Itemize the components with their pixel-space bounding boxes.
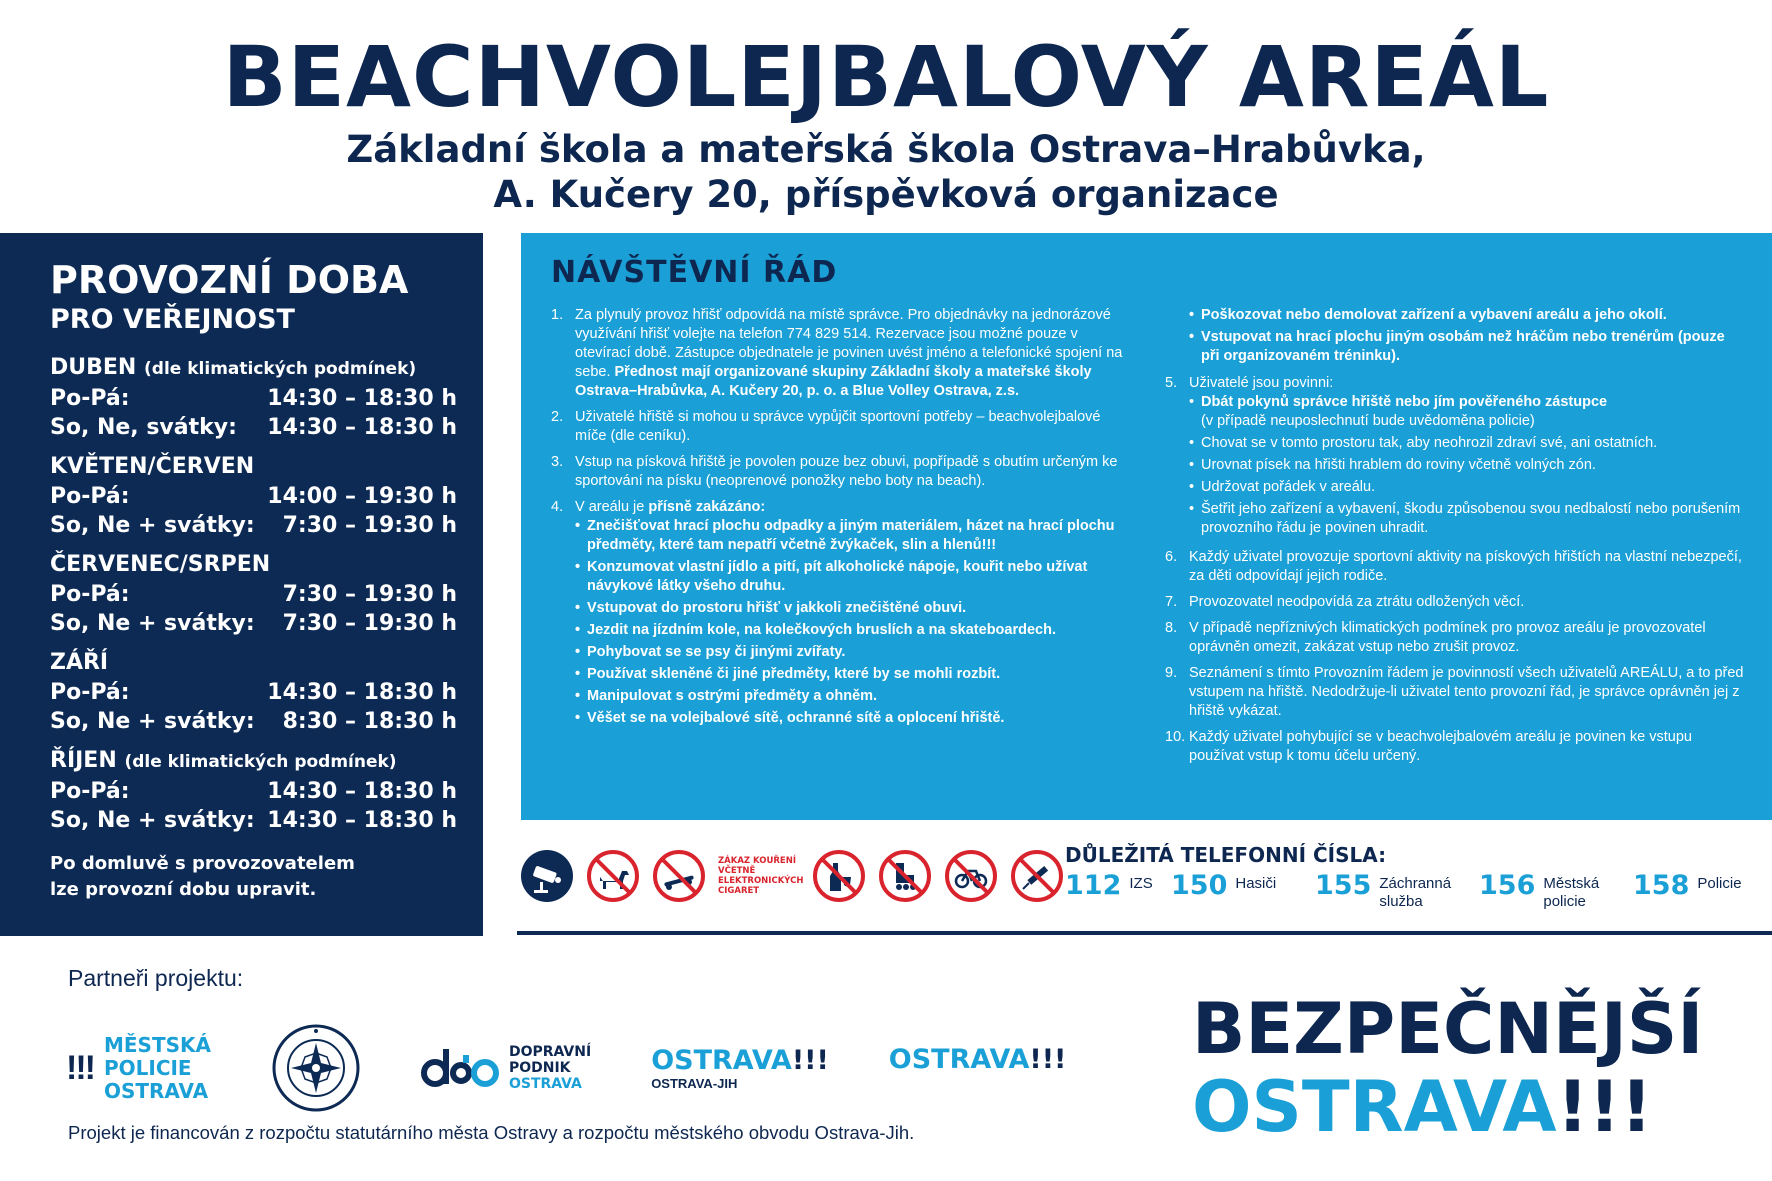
subtitle-line-2: A. Kučery 20, příspěvková organizace [493,173,1279,216]
hours-title: PROVOZNÍ DOBA [50,258,409,302]
logo-text: OSTRAVA [508,1076,582,1092]
subtitle-line-1: Základní škola a mateřská škola Ostrava–Hrabůvka, [346,128,1426,171]
rule-1 [551,306,1131,401]
rules-column-right [1165,306,1745,773]
prohibited-list-continued [1189,306,1745,366]
rule-bold-text: přísně zakázáno: [648,499,766,515]
no-alcohol-icon [812,849,866,903]
phone-item [1171,871,1301,901]
hours-row [50,413,457,442]
no-bicycle-icon [944,849,998,903]
rule-number: 2. [551,409,564,425]
season-note: (dle klimatických podmínek) [144,359,417,379]
hours-subtitle: PRO VEŘEJNOST [50,304,295,335]
ostrava-logo [889,1044,1067,1075]
rule-6 [1165,548,1745,586]
phone-item [1315,871,1465,911]
phone-number: 112 [1065,870,1122,901]
hours-row [50,482,457,511]
list-item: • Šetřit jeho zařízení a vybavení, škodu způsobenou svou nedbalostí nebo porušením provozního řádu je povinen uhradit. [1189,500,1745,538]
list-item: • Chovat se v tomto prostoru tak, aby neohrozil zdraví své, ani ostatních. [1189,434,1745,453]
phone-numbers [1065,843,1765,911]
mestska-policie-logo [66,1034,211,1103]
list-item: • Vstupovat do prostoru hřišť v jakkoli znečištěné obuvi. [575,599,1131,618]
hours-row [50,609,457,638]
season-september [50,648,457,736]
season-july-august [50,550,457,638]
season-october [50,746,457,835]
pictogram-strip [520,845,1064,907]
rule-text: Každý uživatel provozuje sportovní aktivity na pískových hřištích na vlastní nebezpečí, za děti odpovídají jejich rodiče. [1189,549,1742,584]
rule-number: 6. [1165,549,1178,565]
phone-number: 150 [1171,870,1228,901]
hours-time: 14:30 – 18:30 h [267,779,457,804]
list-item [1189,393,1745,431]
rule-text: Seznámení s tímto Provozním řádem je povinností všech uživatelů AREÁLU, a to před vstupem na hřiště. Nedodržuje-li uživatel tento provozní řád, je správce oprávněn jej z hřiště vykázat. [1189,665,1744,719]
phone-number: 158 [1633,870,1690,901]
list-item: • Používat skleněné či jiné předměty, které by se mohli rozbít. [575,665,1131,684]
season-may-june [50,452,457,540]
phones-title: DŮLEŽITÁ TELEFONNÍ ČÍSLA: [1065,843,1387,867]
hours-day: Po-Pá: [50,680,130,705]
hours-footer-line-1: Po domluvě s provozovatelem [50,853,355,874]
rule-text: Uživatelé jsou povinni: [1189,375,1334,391]
rules-column-left [551,306,1131,773]
rule-number: 3. [551,454,564,470]
season-name: ČERVENEC/SRPEN [50,552,271,577]
no-skateboard-icon [652,849,706,903]
hours-day: So, Ne + svátky: [50,808,255,833]
logo-text: PODNIK [508,1060,571,1076]
hours-row [50,777,457,806]
slogan-marks: !!! [1556,1066,1653,1148]
logo-text: OSTRAVA [103,1078,209,1103]
dopravni-podnik-logo [421,1044,591,1092]
hours-footer [50,851,457,903]
hours-row [50,511,457,540]
rules-title: NÁVŠTĚVNÍ ŘÁD [551,255,838,290]
rule-number: 5. [1165,375,1178,391]
list-item: • Vstupovat na hrací plochu jiným osobám než hráčům nebo trenérům (pouze při organizovaném tréninku). [1189,328,1745,366]
hours-time: 7:30 – 19:30 h [282,582,457,607]
hours-time: 7:30 – 19:30 h [282,513,457,538]
phone-item [1065,871,1157,901]
season-april [50,353,457,442]
rule-number: 10. [1165,729,1186,745]
partners-label: Partneři projektu: [68,965,244,991]
hours-row [50,580,457,609]
hours-day: Po-Pá: [50,779,130,804]
rule-number: 7. [1165,594,1178,610]
rule-text: Uživatelé hřiště si mohou u správce vypůjčit sportovní potřeby – beachvolejbalové míče (dle ceníku). [575,409,1101,444]
hours-row [50,707,457,736]
phone-label: IZS [1129,875,1153,892]
rule-8 [1165,619,1745,657]
no-dogs-icon [586,849,640,903]
hours-time: 14:00 – 19:30 h [267,484,457,509]
rule-5 [1165,374,1745,541]
slogan-line-2: OSTRAVA [1192,1066,1557,1148]
phone-label: Městská policie [1543,875,1600,910]
no-rollerskates-icon [878,849,932,903]
rule-text: Za plynulý provoz hřišť odpovídá na místě správce. Pro objednávky na jednorázové využívání hřišť volejte na telefon 774 829 514. Rezervace jsou možné pouze v otevírací době. Zástupce objednatele je povinen uvést jméno a telefonické spojení na sebe. [575,307,1123,380]
rule-text: Vstup na písková hřiště je povolen pouze bez obuvi, popřípadě s obutím určeným ke sportování na písku (neoprenové ponožky nebo boty na beach). [575,454,1118,489]
rule-text: Každý uživatel pohybující se v beachvolejbalovém areálu je povinen ke vstupu používat vstup k tomu účelu určený. [1189,729,1692,764]
main-title: BEACHVOLEJBALOVÝ AREÁL [222,28,1550,126]
slogan [1192,990,1752,1146]
rule-10 [1165,728,1745,766]
opening-hours-panel [0,233,483,936]
phone-number: 155 [1315,870,1372,901]
phone-number: 156 [1479,870,1536,901]
hours-day: So, Ne, svátky: [50,415,237,440]
funding-note: Projekt je financován z rozpočtu statutárního města Ostravy a rozpočtu městského obvodu Ostrava-Jih. [68,1122,915,1143]
rule-4 [551,498,1131,731]
logo-word: OSTRAVA [651,1045,792,1076]
phone-label: Policie [1697,875,1742,892]
rule-number: 4. [551,499,564,515]
partner-logos [66,1018,1066,1118]
hours-time: 14:30 – 18:30 h [267,415,457,440]
season-note: (dle klimatických podmínek) [124,752,397,772]
camera-icon [520,849,574,903]
list-item: • Znečišťovat hrací plochu odpadky a jiným materiálem, házet na hrací plochu předměty, které tam nepatří včetně žvýkaček, slin a hlenů!!! [575,517,1131,555]
rule-3 [551,453,1131,491]
season-name: ZÁŘÍ [50,650,109,675]
rule-number: 1. [551,307,564,323]
hours-row [50,384,457,413]
divider [517,931,1772,935]
hours-time: 8:30 – 18:30 h [282,709,457,734]
rule-2 [551,408,1131,446]
no-smoking-text: ZÁKAZ KOUŘENÍ VČETNĚ ELEKTRONICKÝCH CIGARET [718,856,804,896]
no-drugs-icon [1010,849,1064,903]
list-item: • Věšet se na volejbalové sítě, ochranné sítě a oplocení hřiště. [575,709,1131,728]
visitor-rules-panel [521,233,1772,820]
dpo-mark-icon [421,1045,501,1091]
hours-row [50,806,457,835]
phone-item [1633,871,1753,901]
hours-day: So, Ne + svátky: [50,513,255,538]
hours-time: 14:30 – 18:30 h [267,386,457,411]
rule-text: V areálu je [575,499,645,515]
list-item: • Poškozovat nebo demolovat zařízení a vybavení areálu a jeho okolí. [1189,306,1745,325]
season-name: ŘÍJEN [50,748,117,773]
obligations-list [1189,393,1745,538]
phone-label: Záchranná služba [1379,875,1452,910]
rule-7 [1165,593,1745,612]
list-item: • Manipulovat s ostrými předměty a ohněm. [575,687,1131,706]
season-name: KVĚTEN/ČERVEN [50,454,255,479]
rule-text: Provozovatel neodpovídá za ztrátu odložených věcí. [1189,594,1525,610]
hours-time: 14:30 – 18:30 h [267,680,457,705]
season-name: DUBEN [50,355,137,380]
ostrava-jih-logo [651,1045,829,1091]
logo-word: OSTRAVA [888,1043,1030,1075]
list-item: • Jezdit na jízdním kole, na kolečkových bruslích a na skateboardech. [575,621,1131,640]
hours-day: Po-Pá: [50,386,130,411]
logo-text: MĚSTSKÁ [103,1032,211,1057]
logo-text: POLICIE [103,1055,192,1080]
logo-subtext: OSTRAVA-JIH [651,1076,738,1091]
list-item: • Urovnat písek na hřišti hrablem do roviny včetně volných zón. [1189,456,1745,475]
police-seal-icon [271,1023,361,1113]
rule-text: V případě nepříznivých klimatických podmínek pro provoz areálu je provozovatel oprávněn omezit, zakázat vstup nebo zrušit provoz. [1189,620,1706,655]
phone-label: Hasiči [1235,875,1277,892]
hours-footer-line-2: lze provozní dobu upravit. [50,879,317,900]
hours-day: So, Ne + svátky: [50,709,255,734]
phone-item [1479,871,1619,911]
list-item: • Pohybovat se se psy či jinými zvířaty. [575,643,1131,662]
logo-exclamation-marks: !!! [66,1048,94,1087]
hours-day: Po-Pá: [50,582,130,607]
hours-time: 14:30 – 18:30 h [267,808,457,833]
prohibited-list [575,517,1131,728]
slogan-line-1: BEZPEČNĚJŠÍ [1192,988,1704,1070]
list-item: • Udržovat pořádek v areálu. [1189,478,1745,497]
logo-exclamation-marks: !!! [791,1045,829,1076]
logo-exclamation-marks: !!! [1029,1043,1067,1075]
rule-number: 9. [1165,665,1178,681]
hours-row [50,678,457,707]
rule-bold-text: Přednost mají organizované skupiny Základní školy a mateřské školy Ostrava–Hrabůvka, A. Kučery 20, p. o. a Blue Volley Ostrava, z.s. [575,364,1092,399]
logo-text: DOPRAVNÍ [508,1044,592,1060]
rule-number: 8. [1165,620,1178,636]
hours-day: So, Ne + svátky: [50,611,255,636]
list-item: • Konzumovat vlastní jídlo a pití, pít alkoholické nápoje, kouřit nebo užívat návykové látky všeho druhu. [575,558,1131,596]
hours-day: Po-Pá: [50,484,130,509]
list-item-bold: Dbát pokynů správce hřiště nebo jím pověřeného zástupce [1201,394,1608,410]
list-item-rest: (v případě neuposlechnutí bude uvědoměna policie) [1201,413,1535,429]
hours-time: 7:30 – 19:30 h [282,611,457,636]
rule-9 [1165,664,1745,721]
